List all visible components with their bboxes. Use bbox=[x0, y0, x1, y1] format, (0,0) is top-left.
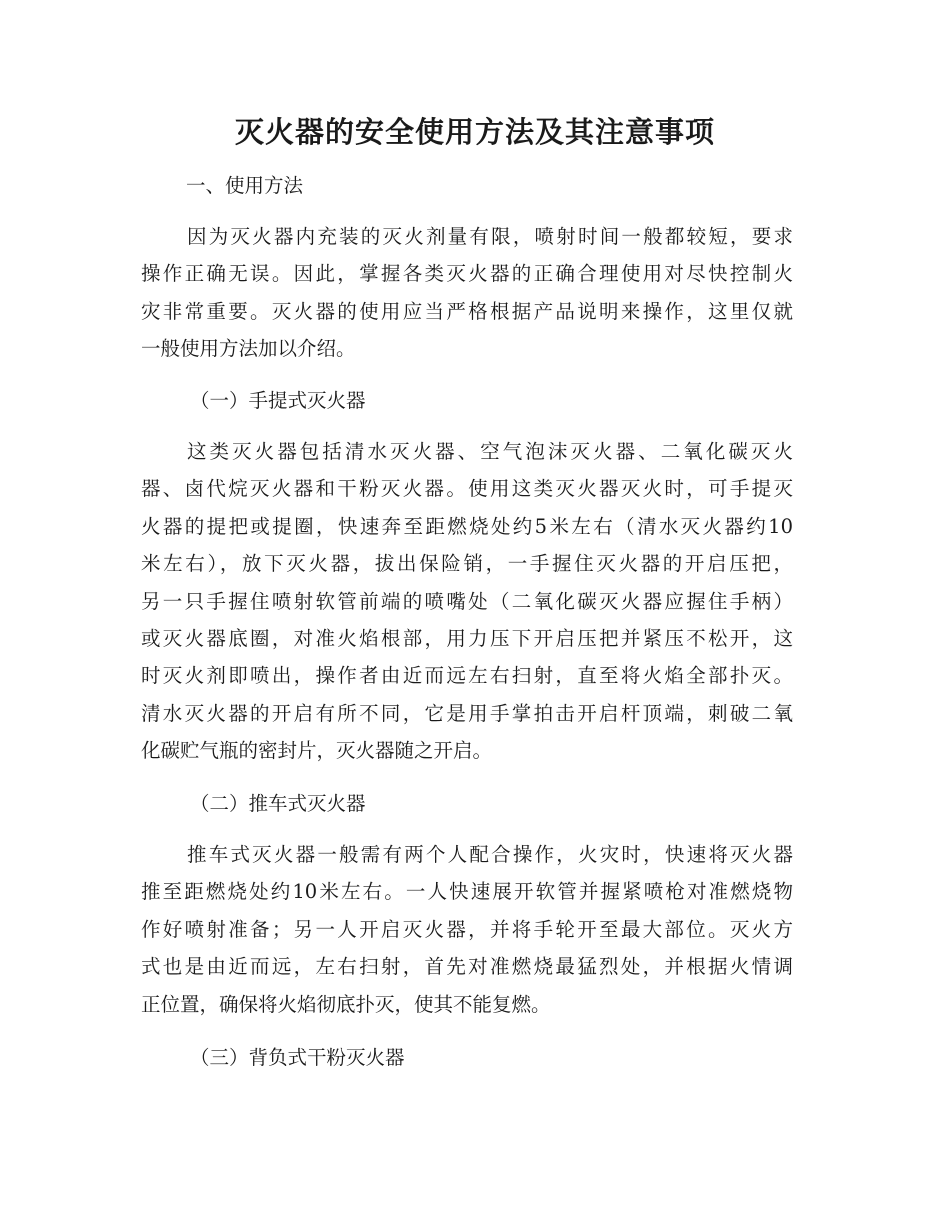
text-line: 作好喷射准备；另一人开启灭火器，并将手轮开至最大部位。灭火方 bbox=[141, 917, 793, 941]
subsection-heading-backpack: （三）背负式干粉灭火器 bbox=[190, 1046, 405, 1069]
text-line: 推至距燃烧处约10米左右。一人快速展开软管并握紧喷枪对准燃烧物 bbox=[141, 880, 793, 904]
text-line: 推车式灭火器一般需有两个人配合操作，火灾时，快速将灭火器 bbox=[187, 843, 793, 866]
text-line: 米左右），放下灭火器，拔出保险销，一手握住灭火器的开启压把， bbox=[141, 552, 793, 576]
text-line: 因为灭火器内充装的灭火剂量有限，喷射时间一般都较短，要求 bbox=[187, 225, 793, 248]
text-line: 这类灭火器包括清水灭火器、空气泡沫灭火器、二氧化碳灭火 bbox=[187, 440, 793, 463]
text-line: 另一只手握住喷射软管前端的喷嘴处（二氧化碳灭火器应握住手柄） bbox=[141, 589, 793, 613]
text-line: 一般使用方法加以介绍。 bbox=[141, 337, 356, 361]
text-line: 器、卤代烷灭火器和干粉灭火器。使用这类灭火器灭火时，可手提灭 bbox=[141, 477, 793, 501]
text-line: 操作正确无误。因此，掌握各类灭火器的正确合理使用对尽快控制火 bbox=[141, 262, 793, 286]
text-line: 化碳贮气瓶的密封片，灭火器随之开启。 bbox=[141, 739, 493, 763]
document-title: 灭火器的安全使用方法及其注意事项 bbox=[234, 115, 715, 149]
section-heading-usage-methods: 一、使用方法 bbox=[186, 174, 304, 197]
paragraph-portable bbox=[141, 433, 793, 770]
subsection-heading-wheeled: （二）推车式灭火器 bbox=[190, 792, 366, 815]
text-line: 时灭火剂即喷出，操作者由近而远左右扫射，直至将火焰全部扑灭。 bbox=[141, 664, 793, 688]
paragraph-wheeled bbox=[141, 836, 793, 1023]
text-line: 火器的提把或提圈，快速奔至距燃烧处约5米左右（清水灭火器约10 bbox=[141, 514, 793, 538]
text-line: 正位置，确保将火焰彻底扑灭，使其不能复燃。 bbox=[141, 992, 551, 1016]
paragraph-intro bbox=[141, 218, 793, 368]
text-line: 清水灭火器的开启有所不同，它是用手掌拍击开启杆顶端，刺破二氧 bbox=[141, 701, 793, 725]
text-line: 式也是由近而远，左右扫射，首先对准燃烧最猛烈处，并根据火情调 bbox=[141, 955, 793, 979]
text-line: 或灭火器底圈，对准火焰根部，用力压下开启压把并紧压不松开，这 bbox=[141, 626, 793, 650]
subsection-heading-portable: （一）手提式灭火器 bbox=[190, 389, 366, 412]
text-line: 灾非常重要。灭火器的使用应当严格根据产品说明来操作，这里仅就 bbox=[141, 299, 793, 323]
